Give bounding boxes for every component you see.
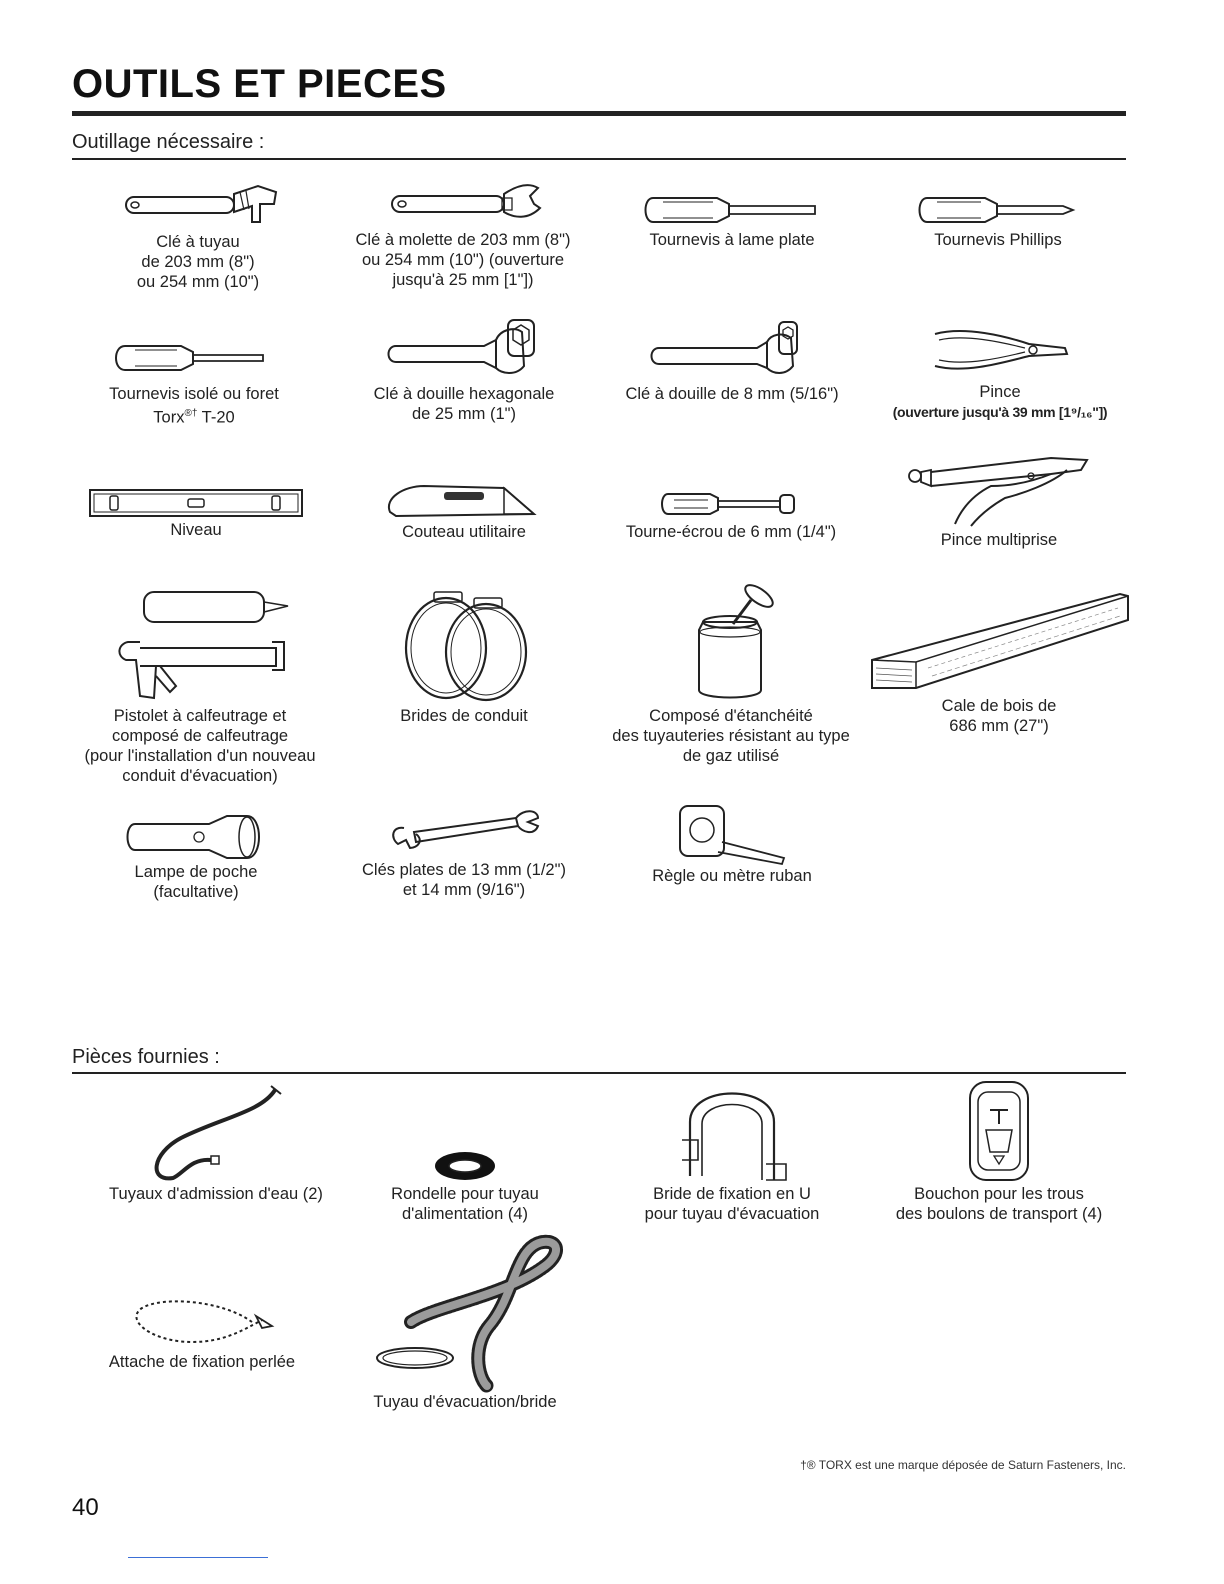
tool-label-suffix: T-20 — [197, 408, 235, 427]
hex-socket-wrench-icon — [384, 316, 544, 384]
part-label: Bouchon pour les trous des boulons de transport (4) — [895, 1185, 1103, 1223]
tool-pipe-compound — [590, 586, 872, 766]
tool-label: Pistolet à calfeutrage et composé de calfeutrage (pour l'installation d'un nouveau conduit d'évacuation) — [84, 707, 316, 785]
torx-footnote: †® TORX est une marque déposée de Saturn Fasteners, Inc. — [800, 1458, 1126, 1472]
tape-measure-icon — [672, 802, 792, 866]
parts-rule — [72, 1072, 1126, 1074]
socket-wrench-icon — [647, 316, 817, 384]
parts-heading: Pièces fournies : — [72, 1046, 220, 1068]
tool-tape-measure — [620, 802, 844, 886]
part-label: Attache de fixation perlée — [108, 1353, 296, 1371]
beaded-strap-icon — [122, 1292, 282, 1352]
tool-torx-screwdriver — [74, 334, 314, 428]
tool-label: Niveau — [170, 521, 222, 539]
part-label: Rondelle pour tuyau d'alimentation (4) — [391, 1185, 539, 1223]
tool-pipe-wrench — [78, 182, 318, 292]
tool-label: Pince multiprise — [940, 531, 1058, 549]
pliers-icon — [925, 318, 1075, 382]
page-number: 40 — [72, 1494, 99, 1521]
tool-nut-driver — [600, 486, 862, 542]
tools-heading: Outillage nécessaire : — [72, 131, 265, 153]
drain-hose-icon — [365, 1236, 565, 1396]
page-title: OUTILS ET PIECES — [72, 62, 447, 106]
inlet-hose-icon — [141, 1082, 291, 1184]
tool-label: Cale de bois de 686 mm (27") — [941, 697, 1057, 735]
tool-duct-clamps — [354, 586, 574, 726]
tool-caulking-gun — [60, 586, 340, 786]
pipe-wrench-icon — [108, 182, 288, 232]
flat-screwdriver-icon — [637, 190, 827, 230]
tool-adjustable-wrench — [330, 180, 596, 290]
tool-label: Composé d'étanchéité des tuyauteries résistant au type de gaz utilisé — [612, 707, 850, 765]
bottom-divider-line — [128, 1557, 268, 1558]
tool-phillips-screwdriver — [886, 190, 1110, 250]
tool-label: Pince — [979, 383, 1021, 401]
tool-label: Clé à douille hexagonale de 25 mm (1") — [373, 385, 555, 423]
hole-plug-icon — [964, 1080, 1034, 1184]
tool-label: Clé à molette de 203 mm (8") ou 254 mm (10") (ouverture jusqu'à 25 mm [1"]) — [355, 231, 571, 289]
tool-label: Brides de conduit — [400, 707, 528, 725]
tool-label-prefix: Torx — [153, 408, 185, 427]
part-inlet-hoses — [84, 1082, 348, 1204]
part-label: Bride de fixation en U pour tuyau d'évacuation — [644, 1185, 820, 1223]
part-beaded-strap — [72, 1292, 332, 1372]
tool-socket-wrench — [600, 316, 864, 404]
part-label: Tuyau d'évacuation/bride — [373, 1393, 557, 1411]
tool-label: Tourne-écrou de 6 mm (1/4") — [625, 523, 837, 541]
open-end-wrench-icon — [384, 804, 544, 860]
tool-wood-block — [844, 586, 1154, 736]
tools-rule — [72, 158, 1126, 160]
part-u-clamp — [616, 1080, 848, 1224]
tool-label — [74, 384, 314, 428]
adjustable-wrench-icon — [378, 180, 548, 230]
tool-hex-socket-wrench — [346, 316, 582, 424]
tool-label: Tournevis Phillips — [934, 231, 1062, 249]
tool-label: Clé à tuyau de 203 mm (8") ou 254 mm (10") — [136, 233, 260, 291]
tool-pliers — [870, 318, 1130, 422]
tool-sublabel: (ouverture jusqu'à 39 mm [1⁹/₁₆"]) — [892, 404, 1108, 420]
tool-flashlight — [86, 812, 306, 902]
tool-label: Clé à douille de 8 mm (5/16") — [625, 385, 839, 403]
tool-label: Clés plates de 13 mm (1/2") et 14 mm (9/16") — [362, 861, 566, 899]
duct-clamps-icon — [394, 586, 534, 706]
part-hole-plug — [868, 1080, 1130, 1224]
tool-label: Tournevis à lame plate — [649, 231, 815, 249]
tool-level — [86, 486, 306, 540]
utility-knife-icon — [384, 478, 544, 522]
flashlight-icon — [121, 812, 271, 862]
level-icon — [88, 486, 304, 520]
wood-block-icon — [868, 586, 1130, 696]
washer-icon — [430, 1148, 500, 1184]
caulking-gun-icon — [100, 586, 300, 706]
part-label: Tuyaux d'admission d'eau (2) — [109, 1185, 323, 1203]
torx-mark: ®† — [184, 408, 198, 419]
tool-utility-knife — [354, 478, 574, 542]
nut-driver-icon — [656, 486, 806, 522]
phillips-screwdriver-icon — [913, 190, 1083, 230]
tool-flat-screwdriver — [620, 190, 844, 250]
tool-label: Règle ou mètre ruban — [652, 867, 812, 885]
part-washer — [352, 1148, 578, 1224]
locking-pliers-icon — [901, 446, 1097, 530]
title-rule — [72, 111, 1126, 116]
tool-label: Couteau utilitaire — [402, 523, 526, 541]
tool-label: Lampe de poche (facultative) — [134, 863, 258, 901]
torx-screwdriver-icon — [109, 334, 279, 384]
tool-label-line1: Tournevis isolé ou foret — [109, 385, 279, 403]
pipe-compound-jar-icon — [671, 586, 791, 706]
tool-open-end-wrenches — [330, 804, 598, 900]
tool-locking-pliers — [896, 446, 1102, 550]
u-clamp-icon — [662, 1080, 802, 1184]
part-drain-hose — [352, 1236, 578, 1412]
